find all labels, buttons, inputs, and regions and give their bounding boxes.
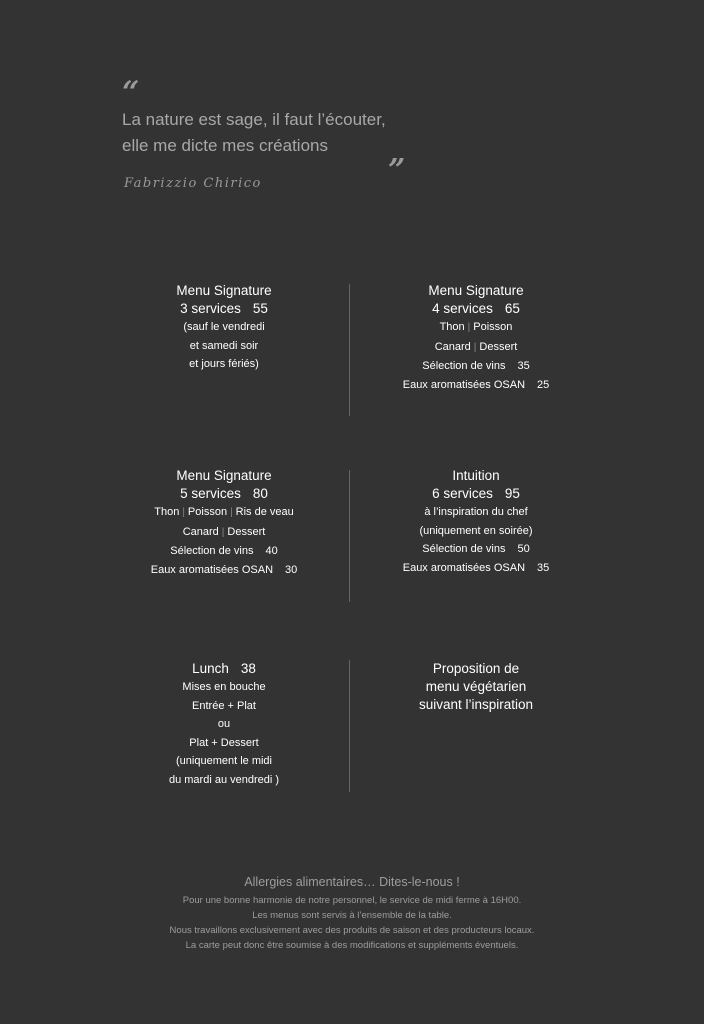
menu-note: à l’inspiration du chef	[424, 506, 528, 518]
water-label: Eaux aromatisées OSAN	[402, 378, 526, 391]
footer-line: Les menus sont servis à l’ensemble de la table.	[252, 910, 452, 921]
menu-note: Entrée + Plat	[192, 699, 256, 712]
water-price: 30	[285, 563, 298, 576]
menu-services-line	[346, 300, 606, 318]
footer-line: Pour une bonne harmonie de notre personnel, le service de midi ferme à 16H00.	[182, 895, 522, 906]
menu-title: Menu Signature	[428, 283, 524, 298]
menu-price: 65	[504, 301, 520, 316]
dish: Dessert	[227, 525, 266, 538]
wine-price: 35	[517, 360, 530, 372]
dish: Thon	[154, 506, 180, 518]
dish: Canard	[182, 525, 219, 538]
menu-services-line	[346, 485, 606, 503]
menu-line: menu végétarien	[425, 679, 527, 694]
water-pairing	[94, 561, 354, 580]
menu-dishes	[94, 503, 354, 523]
menu-price: 80	[252, 486, 268, 501]
quote-line-2: elle me dicte mes créations	[122, 136, 328, 155]
menu-services: 3 services	[180, 301, 241, 316]
quote-line-1: La nature est sage, il faut l’écouter,	[122, 110, 386, 129]
separator: |	[221, 526, 225, 538]
menu-signature-5	[94, 467, 354, 579]
water-label: Eaux aromatisées OSAN	[150, 563, 274, 576]
close-quote-icon: ”	[388, 153, 406, 188]
wine-pairing	[94, 542, 354, 561]
menu-note: (uniquement en soirée)	[419, 524, 533, 537]
menu-services-line	[94, 660, 354, 678]
menu-vegetarian	[346, 660, 606, 714]
footer	[0, 874, 704, 953]
menu-price: 38	[240, 661, 256, 676]
dish: Poisson	[473, 321, 513, 333]
wine-pairing	[346, 540, 606, 559]
allergy-notice: Allergies alimentaires… Dites-le-nous !	[244, 875, 460, 889]
menu-line: Proposition de	[432, 661, 520, 676]
menu-title: Lunch	[192, 661, 229, 676]
menu-services: 4 services	[432, 301, 493, 316]
wine-label: Sélection de vins	[422, 360, 506, 372]
menu-lunch	[94, 660, 354, 789]
water-pairing	[346, 376, 606, 395]
menu-services: 5 services	[180, 486, 241, 501]
menu-services: 6 services	[432, 486, 493, 501]
menu-note: et jours fériés)	[189, 358, 259, 370]
dish: Thon	[439, 321, 465, 333]
menu-intuition	[346, 467, 606, 577]
menu-line: suivant l’inspiration	[418, 697, 534, 712]
open-quote-icon: “	[122, 75, 140, 110]
separator: |	[182, 507, 185, 518]
menu-services-line	[94, 300, 354, 318]
separator: |	[473, 341, 477, 353]
dish: Poisson	[187, 506, 228, 518]
menu-title: Menu Signature	[176, 283, 272, 298]
wine-pairing	[346, 357, 606, 376]
wine-label: Sélection de vins	[422, 543, 506, 555]
menu-title: Intuition	[452, 468, 500, 483]
author-signature: Fabrizzio Chirico	[124, 176, 262, 191]
wine-label: Sélection de vins	[170, 545, 254, 557]
menu-price: 95	[504, 486, 520, 501]
menu-note: du mardi au vendredi )	[168, 773, 280, 786]
menu-price: 55	[252, 301, 268, 316]
menu-dishes	[94, 523, 354, 543]
dish: Canard	[434, 340, 471, 353]
water-price: 35	[537, 561, 550, 574]
footer-line: La carte peut donc être soumise à des modifications et suppléments éventuels.	[185, 940, 519, 951]
menu-note: ou	[217, 718, 231, 730]
menu-dishes	[346, 318, 606, 338]
menu-services-line	[94, 485, 354, 503]
menu-note: et samedi soir	[189, 339, 259, 352]
footer-line: Nous travaillons exclusivement avec des produits de saison et des producteurs locaux.	[169, 925, 535, 936]
water-price: 25	[537, 378, 550, 391]
quote-text	[122, 107, 442, 159]
menu-signature-4	[346, 282, 606, 394]
menu-note: (sauf le vendredi	[183, 321, 265, 333]
dish: Dessert	[479, 340, 518, 353]
dish: Ris de veau	[235, 506, 294, 518]
separator: |	[230, 507, 233, 518]
menu-note: Plat + Dessert	[189, 736, 259, 749]
wine-price: 40	[265, 545, 278, 557]
menu-dishes	[346, 338, 606, 358]
water-label: Eaux aromatisées OSAN	[402, 561, 526, 574]
separator: |	[467, 322, 471, 333]
wine-price: 50	[517, 543, 530, 555]
menu-title: Menu Signature	[176, 468, 272, 483]
water-pairing	[346, 559, 606, 578]
menu-signature-3	[94, 282, 354, 374]
menu-note: Mises en bouche	[182, 681, 266, 693]
menu-note: (uniquement le midi	[176, 755, 272, 767]
